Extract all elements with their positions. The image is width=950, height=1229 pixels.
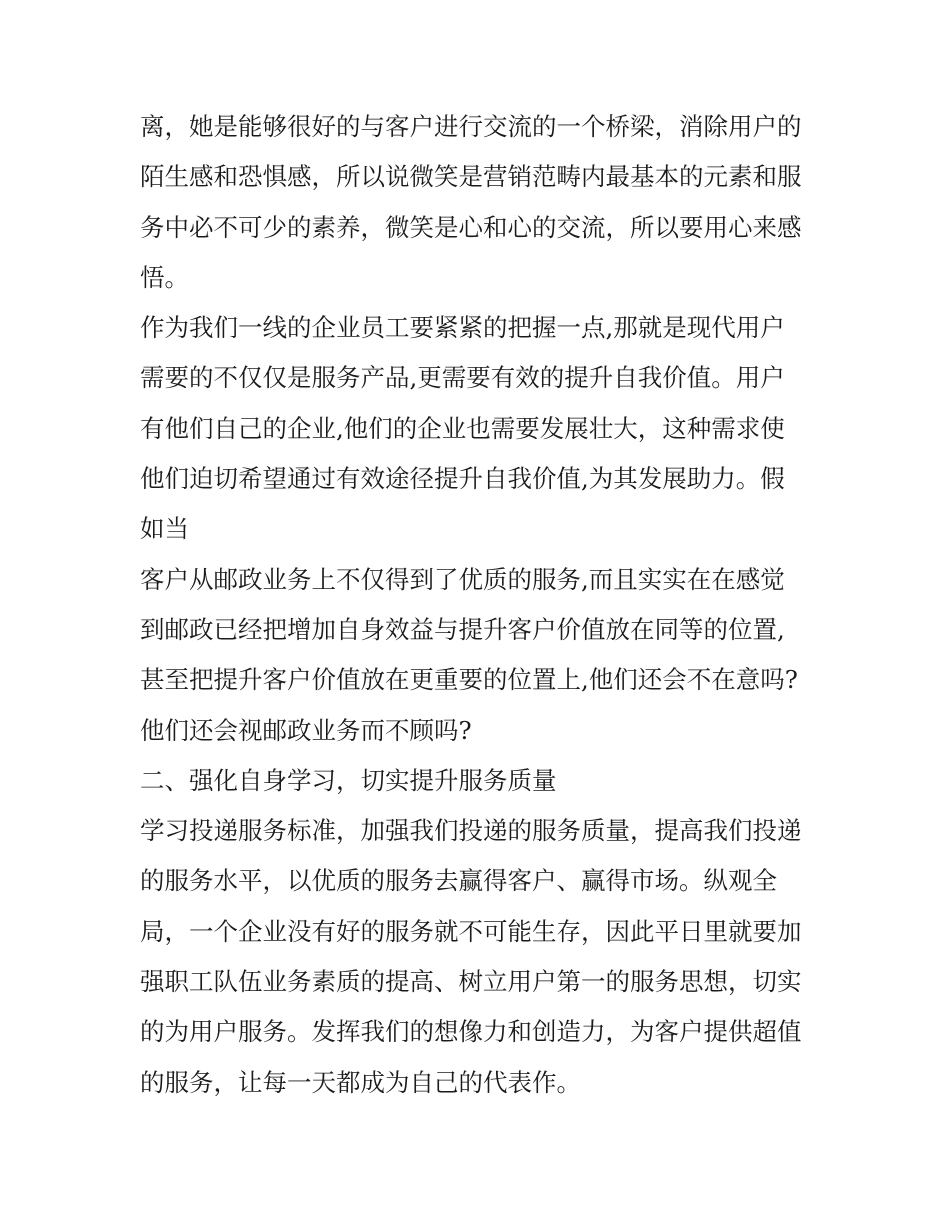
- text-line: 的为用户服务。发挥我们的想像力和创造力，为客户提供超值: [140, 1017, 802, 1047]
- text-line: 他们迫切希望通过有效途径提升自我价值,为其发展助力。假: [140, 464, 785, 494]
- text-line: 务中必不可少的素养，微笑是心和心的交流，所以要用心来感: [140, 212, 802, 242]
- text-line: 如当: [140, 514, 189, 544]
- text-line: 陌生感和恐惧感，所以说微笑是营销范畴内最基本的元素和服: [140, 162, 802, 192]
- text-line: 需要的不仅仅是服务产品,更需要有效的提升自我价值。用户: [140, 363, 785, 393]
- text-line: 学习投递服务标准，加强我们投递的服务质量，提高我们投递: [140, 816, 802, 846]
- text-line: 的服务，让每一天都成为自己的代表作。: [140, 1067, 581, 1097]
- body-text: [140, 102, 820, 1108]
- text-line: 局，一个企业没有好的服务就不可能生存，因此平日里就要加: [140, 916, 802, 946]
- text-line: 离，她是能够很好的与客户进行交流的一个桥梁，消除用户的: [140, 112, 802, 141]
- text-line: 客户从邮政业务上不仅得到了优质的服务,而且实实在在感觉: [140, 564, 785, 594]
- text-line: 的服务水平，以优质的服务去赢得客户、赢得市场。纵观全: [140, 866, 777, 896]
- text-line: 强职工队伍业务素质的提高、树立用户第一的服务思想，切实: [140, 967, 802, 997]
- text-line: 有他们自己的企业,他们的企业也需要发展壮大，这种需求使: [140, 413, 785, 443]
- text-line: 甚至把提升客户价值放在更重要的位置上,他们还会不在意吗?: [140, 665, 798, 695]
- text-line: 悟。: [140, 262, 189, 292]
- text-line: 作为我们一线的企业员工要紧紧的把握一点,那就是现代用户: [140, 313, 785, 343]
- text-line: 他们还会视邮政业务而不顾吗?: [140, 715, 472, 745]
- section-heading: 二、强化自身学习，切实提升服务质量: [140, 765, 557, 795]
- text-line: 到邮政已经把增加自身效益与提升客户价值放在同等的位置,: [140, 614, 785, 644]
